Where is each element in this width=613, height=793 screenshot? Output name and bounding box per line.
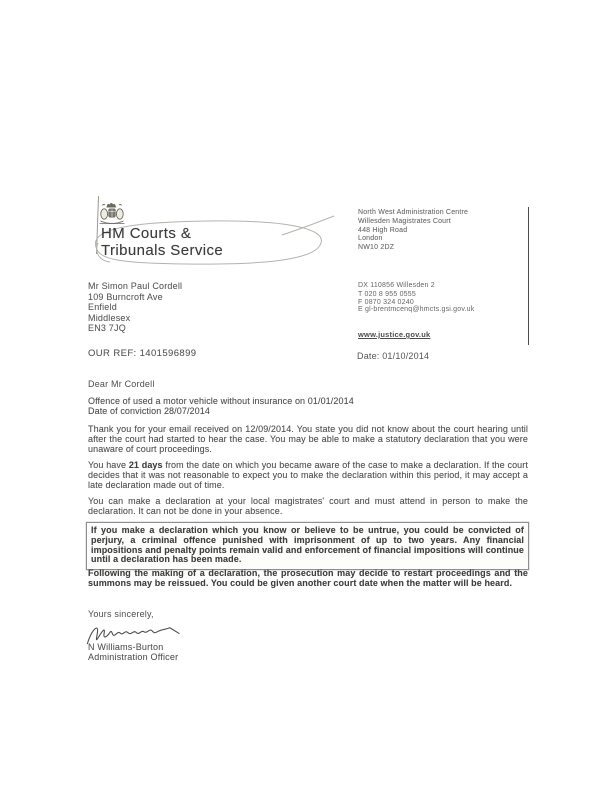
reference-line: OUR REF: 1401596899 xyxy=(88,348,197,359)
sender-address-line: 448 High Road xyxy=(358,226,408,234)
offence-line: Offence of used a motor vehicle without insurance on 01/01/2014 xyxy=(88,396,354,406)
perjury-warning-box: If you make a declaration which you know or believe to be untrue, you could be convicted of perjury, a criminal offence punished with imprisonment of up to two years. Any financial impositions and penalty points remain valid and enforcement of financial impositions will continue until a declaration has been made. xyxy=(86,522,529,570)
paragraph-21-days-start: You have xyxy=(88,460,129,470)
salutation: Dear Mr Cordell xyxy=(88,379,155,389)
subject-block xyxy=(88,396,528,417)
valediction: Yours sincerely, xyxy=(88,609,154,619)
fax-line: F 0870 324 0240 xyxy=(358,298,414,306)
signer-name: N Williams-Burton xyxy=(88,642,164,652)
sender-address-line: NW10 2DZ xyxy=(358,244,395,252)
recipient-address xyxy=(88,281,182,334)
recipient-line: EN3 7JQ xyxy=(88,323,126,334)
logo-line-1: HM Courts & xyxy=(101,225,192,242)
paragraph-21-days xyxy=(88,460,528,490)
logo-line-2: Tribunals Service xyxy=(101,241,224,259)
conviction-line: Date of conviction 28/07/2014 xyxy=(88,406,210,417)
letterhead-divider-line xyxy=(528,207,529,345)
paragraph-local-court: You can make a declaration at your local magistrates' court and must attend in person to make the declaration. It can not be done in your absence. xyxy=(88,496,528,516)
sender-address-line: North West Administration Centre xyxy=(358,209,469,216)
sender-address xyxy=(358,209,468,253)
email-line: E gl-brentmcenq@hmcts.gsi.gov.uk xyxy=(358,306,475,314)
recipient-line: Middlesex xyxy=(88,312,131,323)
paragraph-email-received: Thank you for your email received on 12/09/2014. You state you did not know about the court hearing until after the court had started to hear the case. You may be able to make a statutory declaration that you were unaware of court proceedings. xyxy=(88,424,528,454)
recipient-line: Mr Simon Paul Cordell xyxy=(88,281,183,291)
hmcts-logo-wordmark xyxy=(101,226,223,259)
phone-line: T 020 8 955 0555 xyxy=(358,291,416,298)
paragraph-prosecution-restart: Following the making of a declaration, the prosecution may decide to restart proceedings and the summons may be reissued. You could be given another court date when the matter will be heard. xyxy=(88,568,528,588)
recipient-line: Enfield xyxy=(88,302,117,313)
website-link: www.justice.gov.uk xyxy=(358,330,431,339)
sender-address-line: London xyxy=(358,235,383,243)
sender-address-line: Willesden Magistrates Court xyxy=(358,217,451,225)
signature-block xyxy=(88,642,178,662)
date-line: Date: 01/10/2014 xyxy=(357,351,430,361)
recipient-line: 109 Burncroft Ave xyxy=(88,291,163,302)
dx-line: DX 110856 Willesden 2 xyxy=(358,282,435,289)
contact-block xyxy=(358,291,474,314)
paragraph-21-days-end: from the date on which you became aware of the case to make a declaration. If the court decides that it was not reasonable to expect you to make the declaration within this period, it may accept a late declaration made out of time. xyxy=(88,460,528,490)
signer-title: Administration Officer xyxy=(88,652,179,662)
21-days-bold: 21 days xyxy=(128,460,163,470)
